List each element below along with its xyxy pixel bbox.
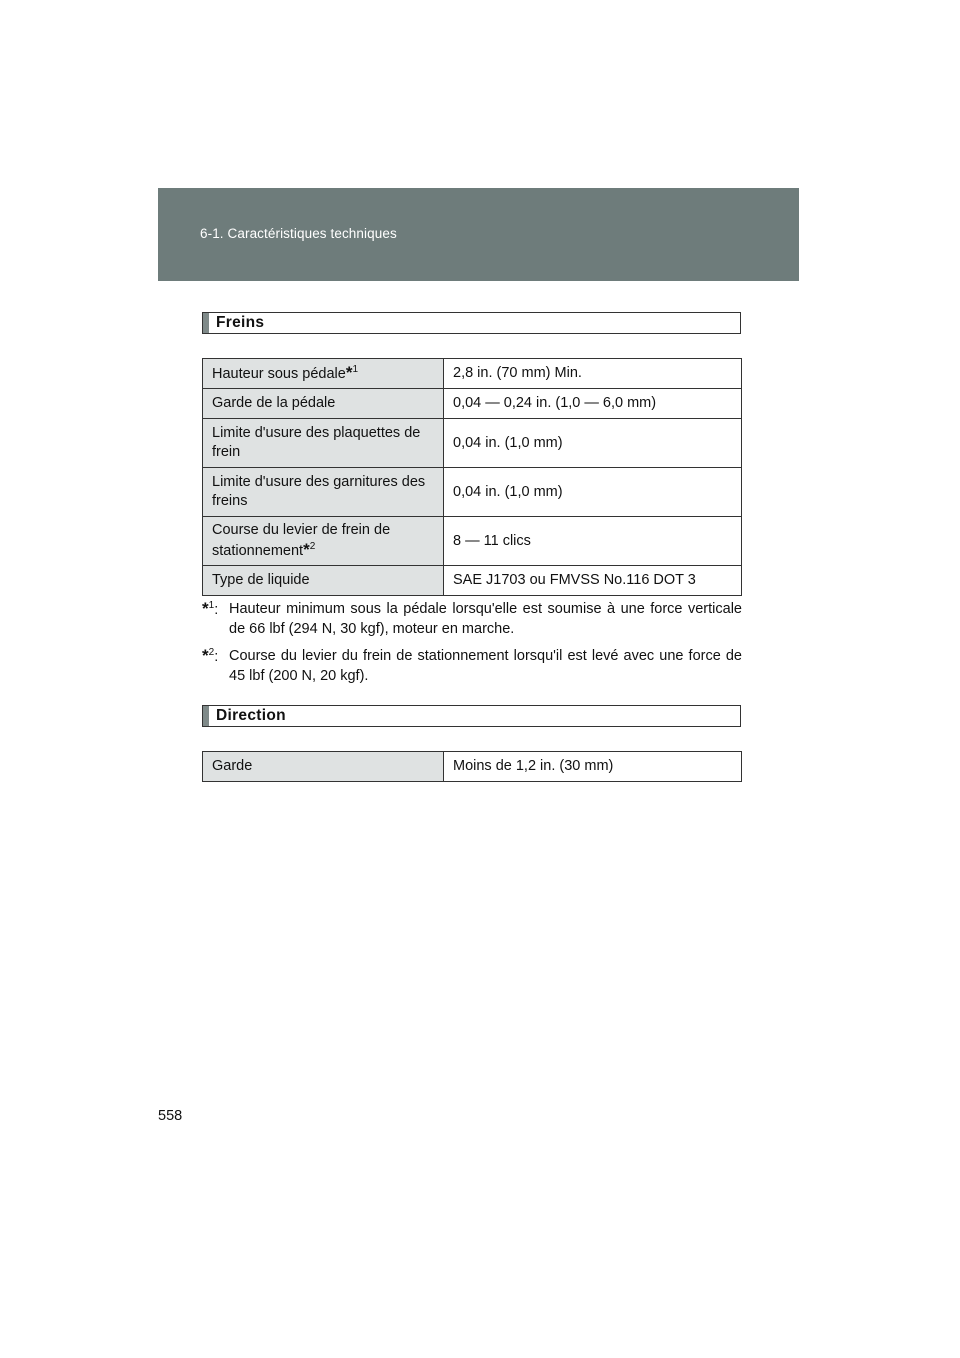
footnote-text: Hauteur minimum sous la pédale lorsqu'elle est soumise à une force verticale de 66 lbf (294 N, 30 kgf), moteur en marche. [229,601,742,637]
spec-label: Garde de la pédale [203,389,444,419]
footnote-mark: *$^2$: [202,646,219,665]
spec-label: Garde [203,752,444,782]
table-row [203,359,742,389]
chapter-header-band [158,188,799,281]
footnote-1 [202,599,742,639]
spec-label: Course du levier de frein de stationnement*$^2$ [203,517,444,566]
section-title-label: Freins [216,314,265,331]
spec-value: 8 — 11 clics [444,517,742,566]
page-number: 558 [158,1108,183,1124]
footnote-text: Course du levier du frein de stationnement lorsqu'il est levé avec une force de 45 lbf (200 N, 20 kgf). [229,648,742,684]
section-title-bar [203,706,209,726]
footnote-mark: *$^1$: [202,599,219,618]
spec-value: SAE J1703 ou FMVSS No.116 DOT 3 [444,566,742,596]
footnote-2 [202,646,742,686]
table-row [203,389,742,419]
table-row [203,566,742,596]
section-title-bar [203,313,209,333]
spec-label: Type de liquide [203,566,444,596]
spec-value: Moins de 1,2 in. (30 mm) [444,752,742,782]
section-title-direction [202,705,741,727]
table-row [203,517,742,566]
spec-label: Limite d'usure des garnitures des freins [203,468,444,517]
spec-value: 0,04 in. (1,0 mm) [444,468,742,517]
table-row [203,468,742,517]
section-title-freins [202,312,741,334]
table-row [203,752,742,782]
spec-value: 0,04 — 0,24 in. (1,0 — 6,0 mm) [444,389,742,419]
steering-spec-table [202,751,742,782]
brakes-spec-table [202,358,742,596]
section-title-label: Direction [216,707,286,724]
spec-label: Hauteur sous pédale*$^1$ [203,359,444,389]
spec-value: 0,04 in. (1,0 mm) [444,419,742,468]
spec-label: Limite d'usure des plaquettes de frein [203,419,444,468]
table-row [203,419,742,468]
chapter-section-title: 6-1. Caractéristiques techniques [200,226,397,241]
spec-value: 2,8 in. (70 mm) Min. [444,359,742,389]
